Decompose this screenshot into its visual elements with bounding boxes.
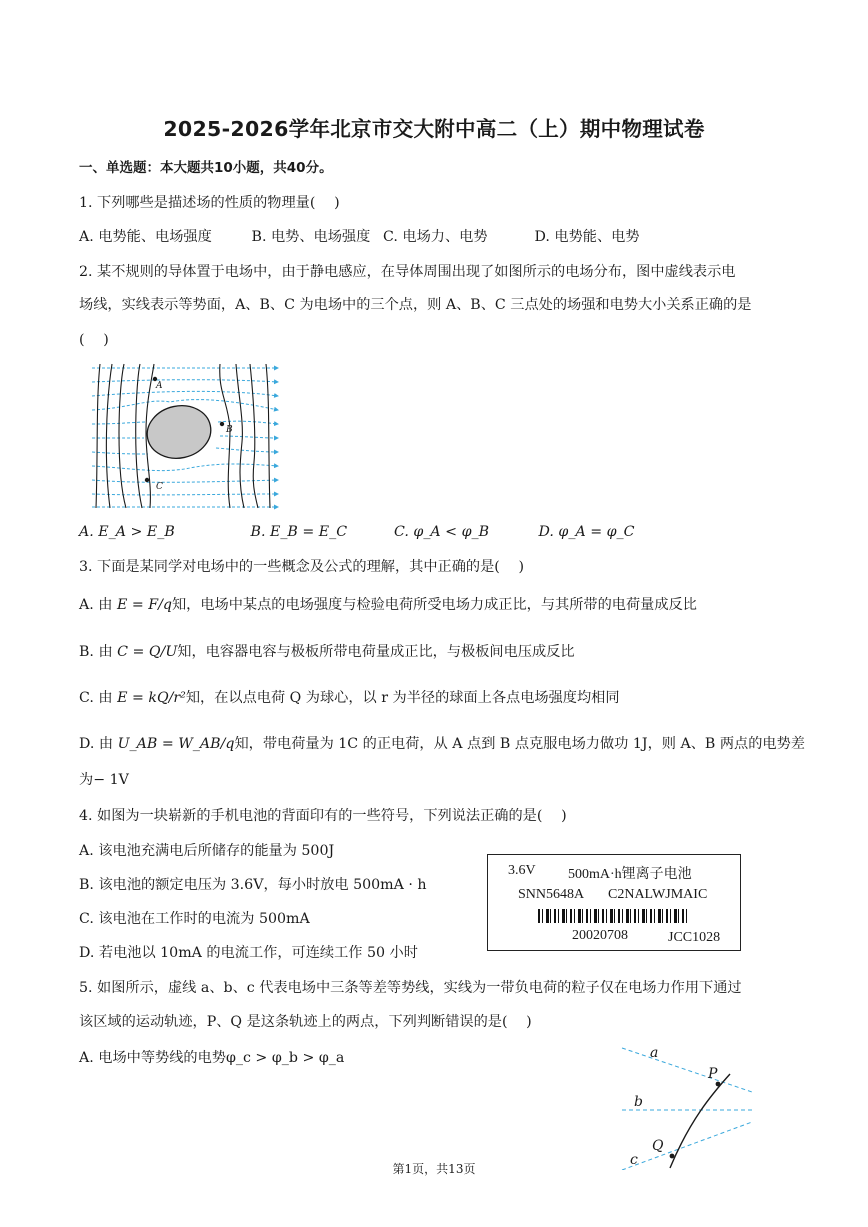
question-1-stem: 1. 下列哪些是描述场的性质的物理量( ) [79,195,340,211]
q3-a-prefix: A. 由 [79,597,113,613]
q2-option-a[interactable]: A. E_A > E_B [79,524,175,540]
question-5-stem-line2: 该区域的运动轨迹，P、Q 是这条轨迹上的两点，下列判断错误的是( ) [79,1014,532,1030]
question-4-stem: 4. 如图为一块崭新的手机电池的背面印有的一些符号，下列说法正确的是( ) [79,808,567,824]
q3-d-prefix: D. 由 [79,736,114,752]
barcode-icon [538,909,688,923]
figure-label-a: A [156,381,163,391]
battery-capacity: 500mA·h锂离子电池 [568,867,692,882]
q1-option-d[interactable]: D. 电势能、电势 [534,229,640,245]
question-2-stem-line1: 2. 某不规则的导体置于电场中，由于静电感应，在导体周围出现了如图所示的电场分布，图中虚线表示电 [79,264,736,280]
q3-c-text: 知，在以点电荷 Q 为球心，以 r 为半径的球面上各点电场强度均相同 [185,690,620,706]
q3-option-b[interactable] [79,642,575,662]
q1-option-c[interactable]: C. 电场力、电势 [383,229,488,245]
q4-option-a[interactable]: A. 该电池充满电后所储存的能量为 500J [79,843,335,859]
q3-b-text: 知，电容器电容与极板所带电荷量成正比，与极板间电压成反比 [177,644,575,660]
section-heading: 一、单选题：本大题共10小题，共40分。 [79,160,333,176]
q3-d-text: 知，带电荷量为 1C 的正电荷，从 A 点到 B 点克服电场力做功 1J，则 A、B 两点的电势差 [234,736,805,752]
line-label-c: c [630,1152,638,1168]
battery-model: SNN5648A [518,887,585,902]
battery-voltage: 3.6V [508,863,536,878]
q4-option-c[interactable]: C. 该电池在工作时的电流为 500mA [79,911,310,927]
line-label-b: b [634,1094,643,1110]
trajectory-figure [612,1040,762,1170]
q1-option-a[interactable]: A. 电势能、电场强度 [79,229,212,245]
question-1-options [79,227,640,247]
battery-date: 20020708 [572,928,628,943]
q3-option-d-line2: 为− 1V [79,772,129,788]
q3-c-prefix: C. 由 [79,690,113,706]
q3-option-d[interactable] [79,734,805,754]
q4-option-d[interactable]: D. 若电池以 10mA 的电流工作，可连续工作 50 小时 [79,945,418,961]
point-label-q: Q [652,1138,664,1154]
q3-a-formula: E = F/q [116,597,172,613]
q3-option-c[interactable] [79,688,620,708]
q3-d-formula: U_AB = W_AB/q [117,736,235,752]
q2-option-d[interactable]: D. φ_A = φ_C [538,524,635,540]
q3-b-prefix: B. 由 [79,644,113,660]
q2-option-b[interactable]: B. E_B = E_C [250,524,348,540]
q2-option-c[interactable]: C. φ_A < φ_B [394,524,490,540]
battery-label [487,854,741,951]
figure-label-b: B [226,425,233,435]
question-5-stem-line1: 5. 如图所示，虚线 a、b、c 代表电场中三条等差等势线，实线为一带负电荷的粒子仅在电场力作用下通过 [79,980,742,996]
line-label-a: a [650,1045,659,1061]
page-footer: 第1页，共13页 [392,1162,476,1176]
question-2-stem-line3: ( ) [79,332,109,348]
q4-option-b[interactable]: B. 该电池的额定电压为 3.6V，每小时放电 500mA · h [79,877,427,893]
battery-serial: JCC1028 [668,930,721,945]
point-label-p: P [708,1066,718,1082]
q3-c-formula: E = kQ/r² [117,690,186,706]
question-2-options [79,522,635,542]
conductor [142,400,215,464]
field-figure [90,362,280,510]
page-title: 2025-2026学年北京市交大附中高二（上）期中物理试卷 [163,117,705,141]
q1-option-b[interactable]: B. 电势、电场强度 [251,229,371,245]
question-3-stem: 3. 下面是某同学对电场中的一些概念及公式的理解，其中正确的是( ) [79,559,525,575]
q5-option-a[interactable]: A. 电场中等势线的电势φ_c > φ_b > φ_a [79,1050,345,1066]
q3-a-text: 知，电场中某点的电场强度与检验电荷所受电场力成正比，与其所带的电荷量成反比 [171,597,697,613]
q3-option-a[interactable] [79,595,697,615]
battery-code: C2NALWJMAIC [608,887,708,902]
q3-b-formula: C = Q/U [117,644,178,660]
question-2-stem-line2: 场线，实线表示等势面，A、B、C 为电场中的三个点，则 A、B、C 三点处的场强和电势大小关系正确的是 [79,297,752,313]
figure-label-c: C [156,482,163,492]
